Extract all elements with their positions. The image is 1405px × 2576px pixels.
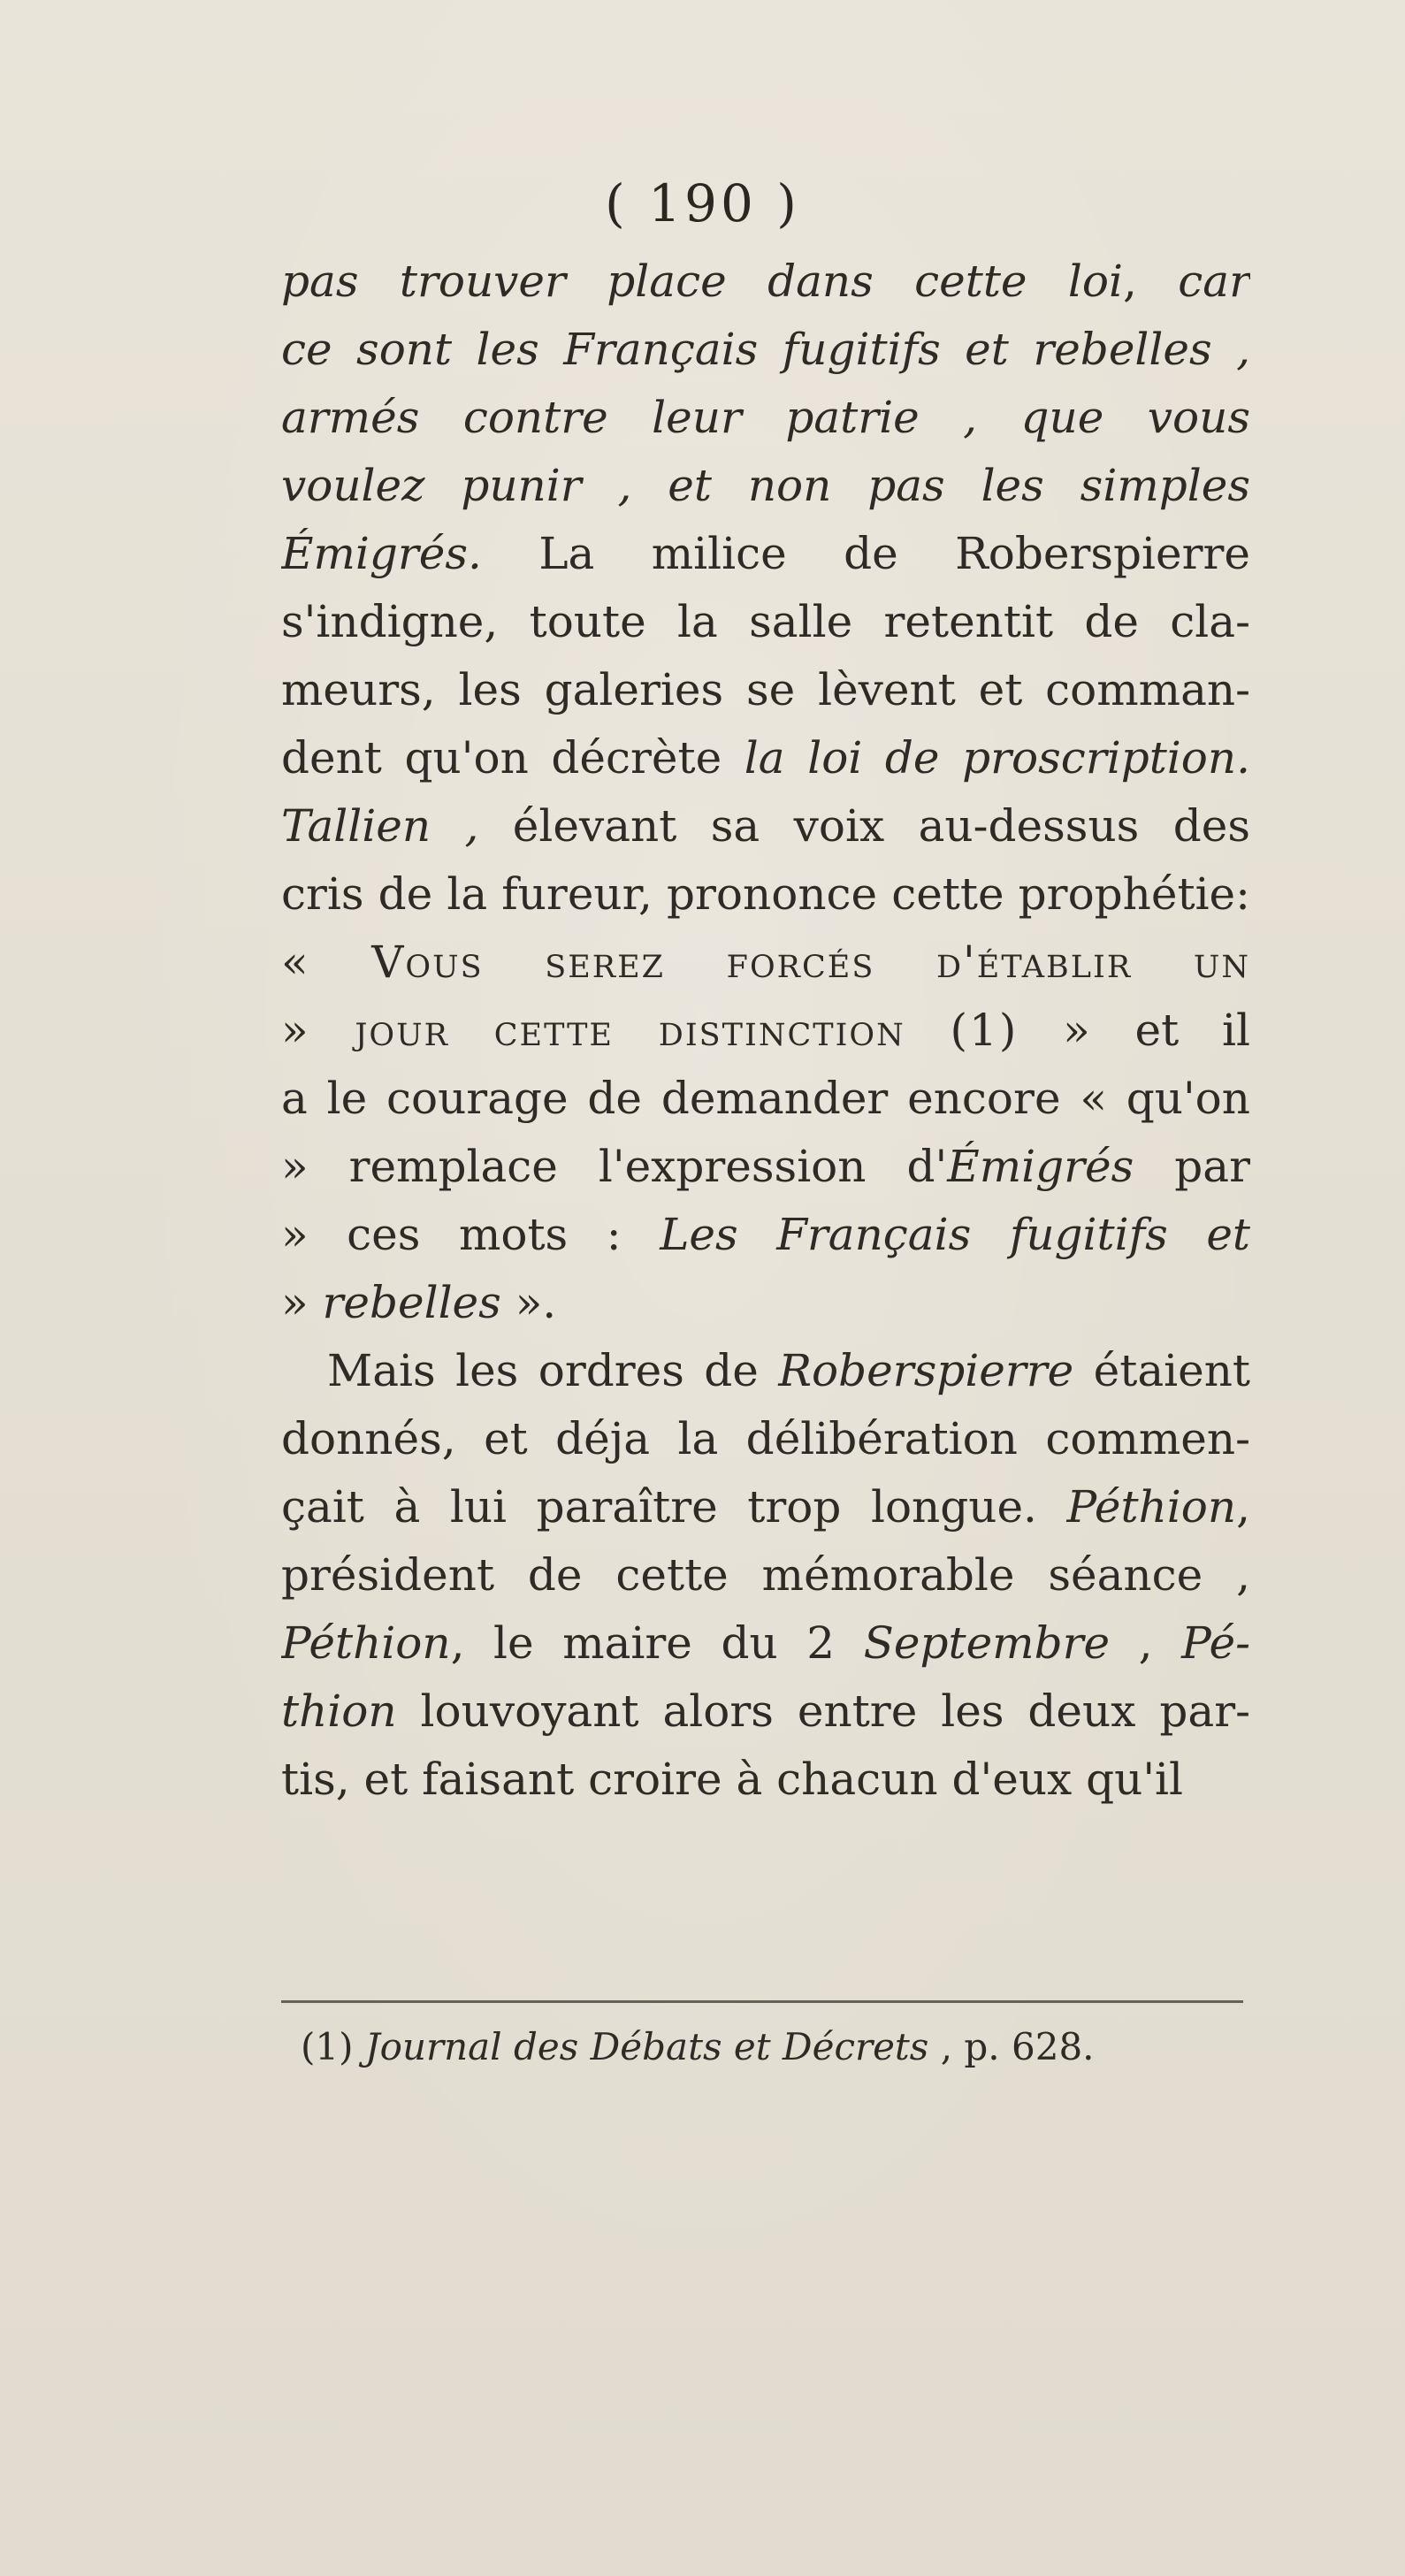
- page-number: ( 190 ): [605, 173, 800, 233]
- text-line: [281, 724, 1250, 792]
- text-run: , le maire du 2: [450, 1617, 864, 1669]
- text-run: çait à lui paraître trop longue.: [281, 1481, 1067, 1533]
- text-run: (1): [301, 2025, 365, 2068]
- text-run: président de cette mémorable séance ,: [281, 1549, 1250, 1601]
- text-line: [281, 316, 1250, 384]
- text-line: [281, 520, 1250, 588]
- text-run: Péthion: [1066, 1481, 1237, 1533]
- footnote: [301, 2021, 1238, 2074]
- text-run: Émigrés.: [281, 528, 482, 579]
- text-line: [281, 997, 1250, 1065]
- text-run: voulez punir , et non pas les simples: [281, 460, 1250, 511]
- text-line: [281, 1337, 1250, 1405]
- text-run: Tallien ,: [281, 800, 479, 852]
- text-line: [281, 1541, 1250, 1609]
- text-line: [281, 384, 1250, 452]
- text-run: ».: [500, 1277, 557, 1328]
- text-run: »: [281, 1277, 323, 1328]
- text-run: » jour cette distinction (1) »: [281, 1005, 1092, 1056]
- text-run: étaient: [1073, 1345, 1250, 1396]
- text-run: rebelles: [322, 1277, 501, 1328]
- text-run: Émigrés: [947, 1141, 1134, 1192]
- text-run: Les Français fugitifs et: [660, 1209, 1250, 1260]
- text-line: [281, 860, 1250, 929]
- text-run: , p. 628.: [928, 2025, 1095, 2068]
- text-run: dent qu'on décrète: [281, 732, 744, 784]
- text-line: [281, 1133, 1250, 1201]
- text-run: donnés, et déja la délibération commen-: [281, 1413, 1250, 1464]
- text-line: [281, 792, 1250, 860]
- text-run: » remplace l'expression d': [281, 1141, 948, 1192]
- text-run: pas trouver place dans cette loi: [281, 256, 1123, 307]
- text-run: La milice de Roberspierre: [481, 528, 1250, 579]
- text-run: meurs, les galeries se lèvent et comman-: [281, 664, 1250, 715]
- text-line: [281, 1269, 1250, 1337]
- text-run: la loi de proscription.: [744, 732, 1250, 784]
- text-run: » ces mots :: [281, 1209, 661, 1260]
- text-run: louvoyant alors entre les deux par-: [396, 1685, 1250, 1737]
- text-run: « Vous serez forcés d'établir un: [281, 936, 1250, 988]
- text-run: car: [1178, 256, 1250, 307]
- text-run: Roberspierre: [778, 1345, 1074, 1396]
- text-line: [281, 452, 1250, 520]
- text-line: [281, 1746, 1250, 1814]
- text-run: ,: [1123, 256, 1179, 307]
- text-run: Mais les ordres de: [327, 1345, 779, 1396]
- text-run: cris de la fureur, prononce cette prophétie:: [281, 868, 1250, 920]
- text-run: élevant sa voix au-dessus des: [478, 800, 1250, 852]
- text-line: [281, 929, 1250, 997]
- footnote-rule: [281, 2000, 1243, 2003]
- text-line: [281, 1405, 1250, 1473]
- text-run: Journal des Débats et Décrets: [364, 2025, 929, 2068]
- text-run: thion: [281, 1685, 397, 1737]
- text-line: [281, 1065, 1250, 1133]
- text-line: [281, 1473, 1250, 1541]
- text-line: [281, 1678, 1250, 1746]
- text-run: Pé-: [1181, 1617, 1250, 1669]
- text-run: Septembre: [863, 1617, 1111, 1669]
- text-line: [281, 248, 1250, 316]
- text-line: [281, 588, 1250, 656]
- text-line: [281, 1201, 1250, 1269]
- text-run: ce sont les Français fugitifs et rebelles ,: [281, 324, 1250, 375]
- text-run: tis, et faisant croire à chacun d'eux qu'il: [281, 1754, 1184, 1805]
- text-run: ,: [1110, 1617, 1182, 1669]
- text-run: et il: [1091, 1005, 1250, 1056]
- text-run: Péthion: [281, 1617, 451, 1669]
- text-line: [281, 656, 1250, 724]
- text-run: armés contre leur patrie , que vous: [281, 392, 1250, 443]
- text-line: [281, 1609, 1250, 1678]
- text-run: a le courage de demander encore « qu'on: [281, 1073, 1250, 1124]
- text-run: s'indigne, toute la salle retentit de cla-: [281, 596, 1250, 647]
- body-text: [281, 248, 1250, 1814]
- text-run: ,: [1236, 1481, 1250, 1533]
- text-run: par: [1134, 1141, 1250, 1192]
